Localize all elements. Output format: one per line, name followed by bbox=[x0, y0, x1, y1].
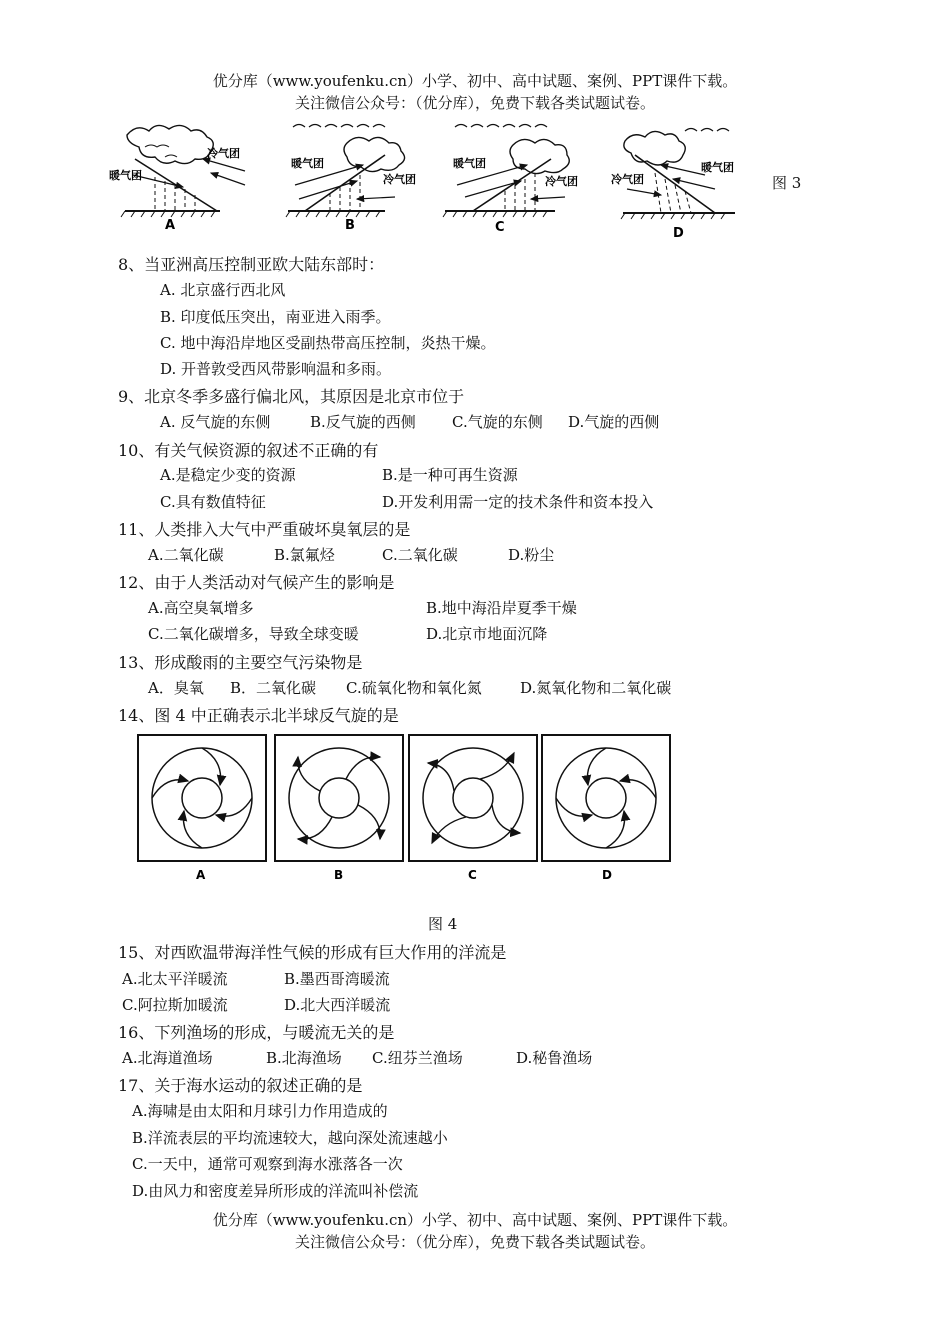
figure-4-panel-d bbox=[542, 735, 670, 882]
figure-3-panel-b bbox=[286, 125, 416, 234]
fig3-label-c: C bbox=[495, 220, 505, 235]
fig4-label-c: C bbox=[468, 868, 477, 882]
fig3-label-b: B bbox=[345, 218, 355, 233]
q12-stem: 12、由于人类活动对气候产生的影响是 bbox=[118, 573, 395, 592]
warm-mass-label-b: 暖气团 bbox=[291, 157, 324, 170]
q16-stem: 16、下列渔场的形成，与暖流无关的是 bbox=[118, 1023, 395, 1042]
q10-option-a: A.是稳定少变的资源 bbox=[160, 466, 296, 484]
fig3-label-d: D bbox=[673, 226, 684, 241]
figure-3-front-diagrams bbox=[95, 115, 815, 245]
q16-option-a: A.北海道渔场 bbox=[122, 1049, 213, 1067]
q12-option-d: D.北京市地面沉降 bbox=[426, 625, 548, 643]
q9-option-d: D.气旋的西侧 bbox=[568, 413, 660, 431]
q8-option-d: D. 开普敦受西风带影响温和多雨。 bbox=[160, 360, 392, 378]
q13-option-a: A．臭氧 bbox=[148, 679, 204, 697]
q17-option-c: C.一天中，通常可观察到海水涨落各一次 bbox=[132, 1155, 403, 1173]
q12-option-b: B.地中海沿岸夏季干燥 bbox=[426, 599, 577, 617]
q11-option-d: D.粉尘 bbox=[508, 546, 555, 564]
q9-stem: 9、北京冬季多盛行偏北风，其原因是北京市位于 bbox=[118, 387, 465, 406]
q10-option-b: B.是一种可再生资源 bbox=[382, 466, 518, 484]
q10-stem: 10、有关气候资源的叙述不正确的有 bbox=[118, 441, 379, 460]
q16-option-d: D.秘鲁渔场 bbox=[516, 1049, 593, 1067]
footer-line-1: 优分库（www.youfenku.cn）小学、初中、高中试题、案例、PPT课件下载。 bbox=[212, 1211, 738, 1229]
q10-option-c: C.具有数值特征 bbox=[160, 493, 266, 511]
q14-stem: 14、图 4 中正确表示北半球反气旋的是 bbox=[118, 706, 399, 725]
q13-option-c: C.硫氧化物和氧化氮 bbox=[346, 679, 482, 697]
q17-option-a: A.海啸是由太阳和月球引力作用造成的 bbox=[132, 1102, 388, 1120]
q11-option-b: B.氯氟烃 bbox=[274, 546, 335, 564]
q15-option-a: A.北太平洋暖流 bbox=[122, 970, 228, 988]
q17-option-d: D.由风力和密度差异所形成的洋流叫补偿流 bbox=[132, 1182, 419, 1200]
cold-mass-label-b: 冷气团 bbox=[383, 173, 416, 186]
q8-option-a: A. 北京盛行西北风 bbox=[160, 281, 286, 299]
header-line-2: 关注微信公众号：（优分库），免费下载各类试题试卷。 bbox=[294, 94, 655, 112]
figure-3-panel-c bbox=[443, 125, 578, 236]
q11-option-c: C.二氧化碳 bbox=[382, 546, 458, 564]
q8-option-c: C. 地中海沿岸地区受副热带高压控制，炎热干燥。 bbox=[160, 334, 496, 352]
figure-4-panel-b bbox=[275, 735, 403, 882]
q15-option-b: B.墨西哥湾暖流 bbox=[284, 970, 390, 988]
q9-option-c: C.气旋的东侧 bbox=[452, 413, 543, 431]
warm-mass-label-c: 暖气团 bbox=[453, 157, 486, 170]
cold-mass-label-a: 冷气团 bbox=[207, 147, 240, 160]
figure-3-panel-a bbox=[109, 125, 245, 233]
q9-option-a: A. 反气旋的东侧 bbox=[160, 413, 271, 431]
warm-mass-label-d: 暖气团 bbox=[701, 161, 734, 174]
cold-mass-label-c: 冷气团 bbox=[545, 175, 578, 188]
q16-option-c: C.纽芬兰渔场 bbox=[372, 1049, 463, 1067]
warm-mass-label-a: 暖气团 bbox=[109, 169, 142, 182]
q12-option-c: C.二氧化碳增多，导致全球变暖 bbox=[148, 625, 359, 643]
footer-line-2: 关注微信公众号：（优分库），免费下载各类试题试卷。 bbox=[294, 1233, 655, 1251]
figure-4-panel-c bbox=[409, 735, 537, 882]
q17-option-b: B.洋流表层的平均流速较大，越向深处流速越小 bbox=[132, 1129, 448, 1147]
figure-3-panel-d bbox=[611, 129, 735, 242]
fig4-label-b: B bbox=[334, 868, 344, 882]
fig4-label-d: D bbox=[602, 868, 612, 882]
q15-option-d: D.北大西洋暖流 bbox=[284, 996, 391, 1014]
q15-option-c: C.阿拉斯加暖流 bbox=[122, 996, 228, 1014]
q10-option-d: D.开发利用需一定的技术条件和资本投入 bbox=[382, 493, 654, 511]
q12-option-a: A.高空臭氧增多 bbox=[148, 599, 254, 617]
q16-option-b: B.北海渔场 bbox=[266, 1049, 342, 1067]
figure-3-caption: 图 3 bbox=[772, 174, 802, 192]
q11-stem: 11、人类排入大气中严重破坏臭氧层的是 bbox=[118, 520, 411, 539]
figure-4-pressure-systems bbox=[132, 733, 678, 883]
figure-4-panel-a bbox=[138, 735, 266, 882]
q9-option-b: B.反气旋的西侧 bbox=[310, 413, 416, 431]
fig3-label-a: A bbox=[165, 218, 176, 233]
fig4-label-a: A bbox=[196, 868, 206, 882]
q13-option-d: D.氮氧化物和二氧化碳 bbox=[520, 679, 672, 697]
q13-stem: 13、形成酸雨的主要空气污染物是 bbox=[118, 653, 363, 672]
q8-stem: 8、当亚洲高压控制亚欧大陆东部时： bbox=[118, 255, 385, 274]
cold-mass-label-d: 冷气团 bbox=[611, 173, 644, 186]
q8-option-b: B. 印度低压突出，南亚进入雨季。 bbox=[160, 308, 391, 326]
q17-stem: 17、关于海水运动的叙述正确的是 bbox=[118, 1076, 363, 1095]
q13-option-b: B．二氧化碳 bbox=[230, 679, 317, 697]
q11-option-a: A.二氧化碳 bbox=[148, 546, 224, 564]
figure-4-caption: 图 4 bbox=[428, 915, 458, 933]
header-line-1: 优分库（www.youfenku.cn）小学、初中、高中试题、案例、PPT课件下载。 bbox=[212, 72, 738, 90]
q15-stem: 15、对西欧温带海洋性气候的形成有巨大作用的洋流是 bbox=[118, 943, 507, 962]
